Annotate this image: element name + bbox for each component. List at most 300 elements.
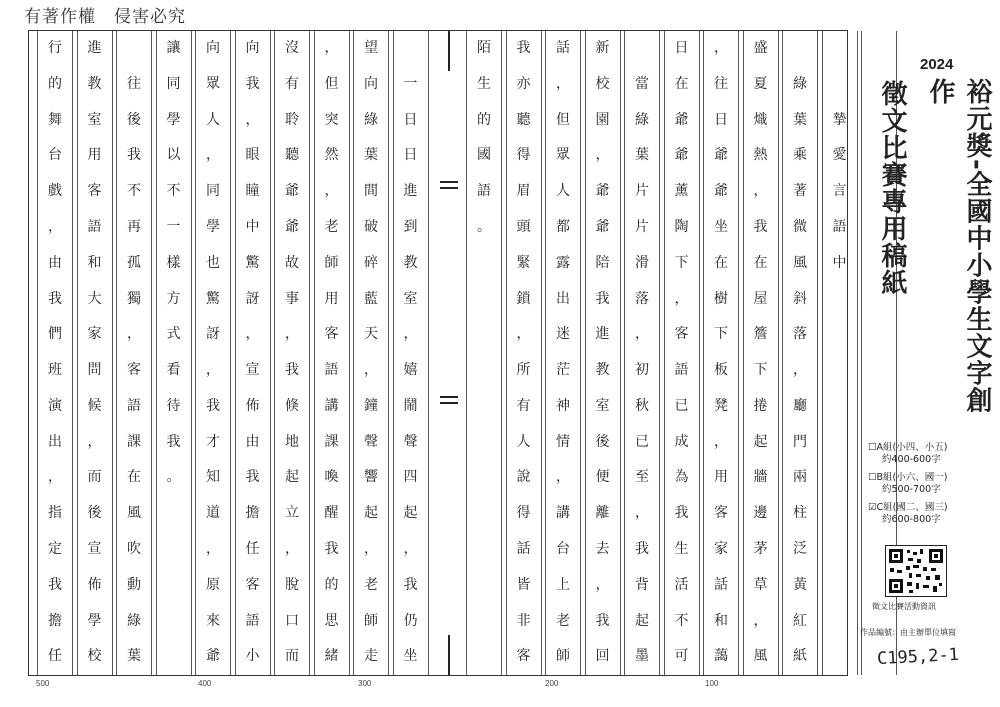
essay-character: 而 bbox=[285, 648, 299, 665]
essay-character: 起 bbox=[403, 505, 418, 522]
grid-cell bbox=[236, 460, 270, 494]
essay-character: 當 bbox=[635, 75, 649, 92]
grid-cell bbox=[507, 31, 541, 65]
essay-character: 我 bbox=[674, 505, 689, 522]
grid-cell bbox=[665, 460, 699, 494]
grid-cell bbox=[315, 496, 349, 530]
grid-cell bbox=[704, 460, 738, 494]
grid-cell bbox=[38, 532, 72, 566]
grid-cell bbox=[275, 246, 309, 280]
grid-cell bbox=[354, 603, 388, 637]
essay-character: 下 bbox=[674, 254, 689, 271]
essay-character: ， bbox=[285, 540, 299, 557]
grid-cell bbox=[196, 425, 230, 459]
grid-cell bbox=[315, 31, 349, 65]
essay-character: 任 bbox=[48, 648, 62, 665]
grid-cell bbox=[586, 353, 620, 387]
essay-character: 和 bbox=[714, 612, 728, 629]
grid-cell bbox=[783, 67, 817, 101]
group-option-c[interactable]: ☑C組(國二、國三) 約600-800字 bbox=[868, 502, 948, 525]
grid-column bbox=[77, 31, 113, 675]
essay-character: ， bbox=[635, 505, 649, 522]
grid-column bbox=[274, 31, 310, 675]
grid-cell bbox=[38, 317, 72, 351]
grid-cell bbox=[783, 425, 817, 459]
essay-character: 迷 bbox=[556, 326, 570, 343]
essay-character: ， bbox=[206, 147, 220, 164]
grid-cell bbox=[78, 532, 112, 566]
grid-cell bbox=[394, 496, 428, 530]
essay-character: 室 bbox=[403, 290, 418, 307]
grid-cell bbox=[467, 281, 501, 315]
essay-character: 陶 bbox=[674, 218, 689, 235]
grid-cell bbox=[78, 174, 112, 208]
grid-cell bbox=[546, 603, 580, 637]
grid-cell bbox=[665, 496, 699, 530]
essay-character: 風 bbox=[753, 648, 768, 665]
grid-cell bbox=[546, 174, 580, 208]
essay-character: 破 bbox=[364, 218, 378, 235]
grid-cell bbox=[665, 210, 699, 244]
grid-cell bbox=[704, 568, 738, 602]
essay-character: 柱 bbox=[793, 505, 807, 522]
grid-cell bbox=[157, 67, 191, 101]
grid-cell bbox=[275, 67, 309, 101]
grid-cell bbox=[586, 603, 620, 637]
grid-cell bbox=[394, 67, 428, 101]
grid-cell bbox=[625, 425, 659, 459]
essay-character: 往 bbox=[714, 75, 728, 92]
essay-character: 捲 bbox=[753, 397, 768, 414]
grid-cell bbox=[467, 389, 501, 423]
grid-column bbox=[585, 31, 621, 675]
grid-cell bbox=[157, 103, 191, 137]
grid-cell bbox=[665, 317, 699, 351]
grid-cell bbox=[507, 603, 541, 637]
grid-cell bbox=[117, 174, 151, 208]
essay-character: 坐 bbox=[403, 648, 418, 665]
grid-cell bbox=[665, 174, 699, 208]
grid-cell bbox=[38, 174, 72, 208]
grid-cell bbox=[586, 210, 620, 244]
grid-cell bbox=[196, 210, 230, 244]
grid-cell bbox=[236, 353, 270, 387]
essay-character: ， bbox=[556, 75, 570, 92]
grid-cell bbox=[665, 389, 699, 423]
grid-cell bbox=[354, 246, 388, 280]
grid-cell bbox=[196, 281, 230, 315]
essay-character: 聽 bbox=[516, 111, 531, 128]
grid-cell bbox=[823, 496, 857, 530]
essay-character: 地 bbox=[285, 433, 299, 450]
grid-cell bbox=[275, 317, 309, 351]
essay-character: 才 bbox=[206, 433, 220, 450]
essay-character: 學 bbox=[166, 111, 181, 128]
grid-cell bbox=[354, 281, 388, 315]
essay-character: 小 bbox=[245, 648, 260, 665]
essay-character: ， bbox=[87, 433, 102, 450]
scale-mark-400: 400 bbox=[198, 679, 212, 688]
grid-cell bbox=[354, 532, 388, 566]
fold-line bbox=[448, 31, 450, 71]
grid-cell bbox=[196, 603, 230, 637]
grid-cell bbox=[157, 568, 191, 602]
essay-character: 碎 bbox=[364, 254, 378, 271]
grid-cell bbox=[546, 317, 580, 351]
grid-cell bbox=[236, 246, 270, 280]
grid-cell bbox=[744, 389, 778, 423]
grid-cell bbox=[117, 639, 151, 673]
grid-cell bbox=[665, 425, 699, 459]
essay-character: ， bbox=[595, 147, 610, 164]
grid-cell bbox=[196, 67, 230, 101]
grid-cell bbox=[275, 210, 309, 244]
grid-cell bbox=[157, 246, 191, 280]
essay-character: 看 bbox=[166, 362, 181, 379]
grid-cell bbox=[354, 174, 388, 208]
group-option-b[interactable]: ☐B組(小六、國一) 約500-700字 bbox=[868, 472, 948, 495]
essay-character: 用 bbox=[87, 147, 102, 164]
essay-character: ， bbox=[674, 290, 689, 307]
grid-cell bbox=[665, 138, 699, 172]
essay-character: 教 bbox=[403, 254, 418, 271]
grid-cell bbox=[275, 425, 309, 459]
grid-cell bbox=[586, 496, 620, 530]
essay-character: 擔 bbox=[245, 505, 260, 522]
essay-character: 新 bbox=[595, 40, 610, 57]
grid-cell bbox=[78, 31, 112, 65]
grid-cell bbox=[467, 103, 501, 137]
grid-cell bbox=[275, 603, 309, 637]
grid-cell bbox=[315, 210, 349, 244]
essay-character: 問 bbox=[87, 362, 102, 379]
grid-cell bbox=[586, 317, 620, 351]
essay-character: 講 bbox=[556, 505, 570, 522]
essay-character: 向 bbox=[245, 40, 260, 57]
grid-cell bbox=[354, 460, 388, 494]
essay-character: 斜 bbox=[793, 290, 807, 307]
essay-character: 片 bbox=[635, 183, 649, 200]
essay-character: 語 bbox=[245, 612, 260, 629]
essay-character: 行 bbox=[48, 40, 62, 57]
essay-character: 人 bbox=[556, 183, 570, 200]
essay-character: 驚 bbox=[206, 290, 220, 307]
essay-character: 有 bbox=[516, 397, 531, 414]
essay-character: 驚 bbox=[245, 254, 260, 271]
grid-column bbox=[664, 31, 700, 675]
essay-character: 師 bbox=[364, 612, 378, 629]
essay-character: ， bbox=[793, 362, 807, 379]
grid-cell bbox=[783, 353, 817, 387]
grid-cell bbox=[704, 67, 738, 101]
grid-cell bbox=[196, 568, 230, 602]
essay-character: 我 bbox=[127, 147, 141, 164]
grid-cell bbox=[236, 31, 270, 65]
grid-cell bbox=[823, 532, 857, 566]
grid-cell bbox=[117, 460, 151, 494]
essay-character: 仍 bbox=[403, 612, 418, 629]
grid-cell bbox=[467, 425, 501, 459]
essay-character: 我 bbox=[285, 362, 299, 379]
essay-character: 的 bbox=[324, 576, 339, 593]
essay-character: 我 bbox=[48, 290, 62, 307]
essay-character: 間 bbox=[364, 183, 378, 200]
grid-cell bbox=[546, 353, 580, 387]
grid-cell bbox=[315, 174, 349, 208]
grid-cell bbox=[117, 138, 151, 172]
grid-cell bbox=[586, 568, 620, 602]
grid-cell bbox=[507, 174, 541, 208]
grid-cell bbox=[704, 138, 738, 172]
grid-cell bbox=[236, 281, 270, 315]
grid-cell bbox=[275, 103, 309, 137]
grid-cell bbox=[236, 568, 270, 602]
grid-cell bbox=[783, 246, 817, 280]
grid-cell bbox=[38, 353, 72, 387]
grid-cell bbox=[236, 425, 270, 459]
essay-character: 學 bbox=[87, 612, 102, 629]
essay-character: 老 bbox=[324, 218, 339, 235]
essay-character: 孤 bbox=[127, 254, 141, 271]
grid-cell bbox=[196, 317, 230, 351]
essay-character: 去 bbox=[595, 540, 610, 557]
grid-cell bbox=[823, 210, 857, 244]
grid-cell bbox=[467, 31, 501, 65]
essay-character: 我 bbox=[166, 433, 181, 450]
essay-character: 在 bbox=[127, 469, 141, 486]
essay-character: ， bbox=[245, 111, 260, 128]
essay-character: 指 bbox=[48, 505, 62, 522]
essay-character: 知 bbox=[206, 469, 220, 486]
grid-cell bbox=[625, 568, 659, 602]
grid-cell bbox=[625, 532, 659, 566]
submission-number: C195,2-1 bbox=[876, 644, 960, 670]
grid-cell bbox=[117, 31, 151, 65]
essay-character: 後 bbox=[87, 505, 102, 522]
grid-cell bbox=[157, 353, 191, 387]
essay-character: 但 bbox=[556, 111, 570, 128]
grid-cell bbox=[117, 532, 151, 566]
essay-character: 廳 bbox=[793, 397, 807, 414]
essay-character: 便 bbox=[595, 469, 610, 486]
grid-cell bbox=[38, 496, 72, 530]
grid-cell bbox=[586, 174, 620, 208]
grid-cell bbox=[78, 67, 112, 101]
essay-character: 家 bbox=[87, 326, 102, 343]
essay-character: 校 bbox=[595, 75, 610, 92]
essay-character: 客 bbox=[674, 326, 689, 343]
grid-cell bbox=[625, 639, 659, 673]
grid-cell bbox=[744, 460, 778, 494]
grid-cell bbox=[38, 460, 72, 494]
essay-character: 教 bbox=[87, 75, 102, 92]
grid-cell bbox=[78, 353, 112, 387]
essay-character: 爺 bbox=[285, 218, 299, 235]
grid-cell bbox=[783, 138, 817, 172]
grid-cell bbox=[38, 138, 72, 172]
grid-cell bbox=[625, 31, 659, 65]
grid-cell bbox=[78, 425, 112, 459]
essay-character: 故 bbox=[285, 254, 299, 271]
grid-cell bbox=[394, 31, 428, 65]
grid-cell bbox=[507, 425, 541, 459]
grid-cell bbox=[78, 138, 112, 172]
contest-subtitle: 徵文比賽專用稿紙 bbox=[877, 80, 907, 296]
grid-cell bbox=[315, 460, 349, 494]
essay-character: 出 bbox=[48, 433, 62, 450]
grid-cell bbox=[546, 532, 580, 566]
grid-cell bbox=[394, 281, 428, 315]
grid-cell bbox=[783, 281, 817, 315]
grid-cell bbox=[236, 389, 270, 423]
essay-character: 頭 bbox=[516, 218, 531, 235]
essay-character: 葉 bbox=[127, 648, 141, 665]
grid-cell bbox=[117, 568, 151, 602]
grid-cell bbox=[665, 67, 699, 101]
essay-character: 客 bbox=[714, 505, 728, 522]
essay-character: 綠 bbox=[635, 111, 649, 128]
grid-cell bbox=[467, 246, 501, 280]
grid-cell bbox=[783, 639, 817, 673]
essay-character: 所 bbox=[516, 362, 531, 379]
grid-cell bbox=[783, 603, 817, 637]
grid-cell bbox=[117, 425, 151, 459]
grid-cell bbox=[625, 389, 659, 423]
essay-character: 嬉 bbox=[403, 362, 418, 379]
grid-cell bbox=[157, 496, 191, 530]
grid-cell bbox=[823, 425, 857, 459]
essay-character: 落 bbox=[635, 290, 649, 307]
essay-character: 到 bbox=[403, 218, 418, 235]
grid-cell bbox=[354, 389, 388, 423]
grid-cell bbox=[625, 317, 659, 351]
grid-cell bbox=[236, 103, 270, 137]
grid-cell bbox=[586, 246, 620, 280]
grid-cell bbox=[157, 425, 191, 459]
essay-character: ， bbox=[364, 540, 378, 557]
copyright-notice: 有著作權 侵害必究 bbox=[24, 7, 186, 27]
essay-character: 道 bbox=[206, 505, 220, 522]
essay-character: ， bbox=[206, 540, 220, 557]
essay-character: 初 bbox=[635, 362, 649, 379]
essay-character: ， bbox=[714, 433, 728, 450]
essay-character: 語 bbox=[87, 218, 102, 235]
essay-character: 話 bbox=[556, 40, 570, 57]
essay-character: 訝 bbox=[206, 326, 220, 343]
grid-cell bbox=[744, 246, 778, 280]
essay-character: 學 bbox=[206, 218, 220, 235]
grid-cell bbox=[394, 210, 428, 244]
grid-cell bbox=[394, 317, 428, 351]
essay-character: 樣 bbox=[166, 254, 181, 271]
grid-cell bbox=[823, 639, 857, 673]
grid-column bbox=[743, 31, 779, 675]
grid-cell bbox=[744, 210, 778, 244]
grid-cell bbox=[354, 568, 388, 602]
grid-cell bbox=[467, 496, 501, 530]
essay-character: 片 bbox=[635, 218, 649, 235]
essay-character: 客 bbox=[127, 362, 141, 379]
essay-character: 起 bbox=[364, 505, 378, 522]
essay-character: 的 bbox=[48, 75, 62, 92]
grid-cell bbox=[315, 317, 349, 351]
essay-character: 日 bbox=[674, 40, 689, 57]
essay-character: 泛 bbox=[793, 540, 807, 557]
grid-cell bbox=[744, 174, 778, 208]
grid-cell bbox=[665, 281, 699, 315]
essay-character: 我 bbox=[753, 218, 768, 235]
essay-character: 天 bbox=[364, 326, 378, 343]
essay-character: 已 bbox=[674, 397, 689, 414]
grid-cell bbox=[507, 103, 541, 137]
grid-cell bbox=[783, 496, 817, 530]
grid-cell bbox=[823, 603, 857, 637]
grid-cell bbox=[236, 138, 270, 172]
grid-cell bbox=[625, 603, 659, 637]
essay-character: 在 bbox=[674, 75, 689, 92]
essay-character: 背 bbox=[635, 576, 649, 593]
essay-character: 我 bbox=[245, 75, 260, 92]
essay-character: 倏 bbox=[285, 397, 299, 414]
grid-cell bbox=[117, 353, 151, 387]
grid-cell bbox=[315, 389, 349, 423]
grid-cell bbox=[275, 532, 309, 566]
grid-cell bbox=[507, 210, 541, 244]
qr-code-icon[interactable] bbox=[885, 545, 947, 597]
grid-cell bbox=[546, 389, 580, 423]
essay-character: 訝 bbox=[245, 290, 260, 307]
grid-cell bbox=[546, 103, 580, 137]
group-option-a[interactable]: ☐A組(小四、小五) 約400-600字 bbox=[868, 442, 948, 465]
essay-character: 在 bbox=[714, 254, 728, 271]
grid-column bbox=[624, 31, 660, 675]
essay-character: 客 bbox=[245, 576, 260, 593]
grid-cell bbox=[586, 460, 620, 494]
grid-cell bbox=[117, 496, 151, 530]
grid-cell bbox=[315, 639, 349, 673]
essay-character: 緒 bbox=[324, 648, 339, 665]
grid-cell bbox=[744, 639, 778, 673]
grid-cell bbox=[665, 639, 699, 673]
grid-cell bbox=[783, 210, 817, 244]
grid-cell bbox=[275, 639, 309, 673]
grid-cell bbox=[625, 281, 659, 315]
essay-character: 不 bbox=[127, 183, 141, 200]
grid-column bbox=[822, 31, 858, 675]
essay-character: 向 bbox=[206, 40, 220, 57]
grid-cell bbox=[196, 353, 230, 387]
essay-character: 爺 bbox=[595, 183, 610, 200]
essay-character: 坐 bbox=[714, 218, 728, 235]
checked-box-icon: ☑ bbox=[868, 502, 877, 513]
grid-column bbox=[37, 31, 73, 675]
essay-character: 邊 bbox=[753, 505, 768, 522]
essay-character: 宣 bbox=[87, 540, 102, 557]
grid-cell bbox=[38, 603, 72, 637]
grid-cell bbox=[78, 389, 112, 423]
essay-character: 葉 bbox=[635, 147, 649, 164]
checkbox-icon: ☐ bbox=[868, 442, 877, 453]
grid-cell bbox=[394, 174, 428, 208]
grid-cell bbox=[236, 532, 270, 566]
grid-cell bbox=[78, 603, 112, 637]
grid-cell bbox=[236, 496, 270, 530]
grid-cell bbox=[625, 246, 659, 280]
grid-cell bbox=[236, 603, 270, 637]
essay-character: 語 bbox=[127, 397, 141, 414]
essay-character: 盛 bbox=[753, 40, 768, 57]
grid-cell bbox=[744, 496, 778, 530]
